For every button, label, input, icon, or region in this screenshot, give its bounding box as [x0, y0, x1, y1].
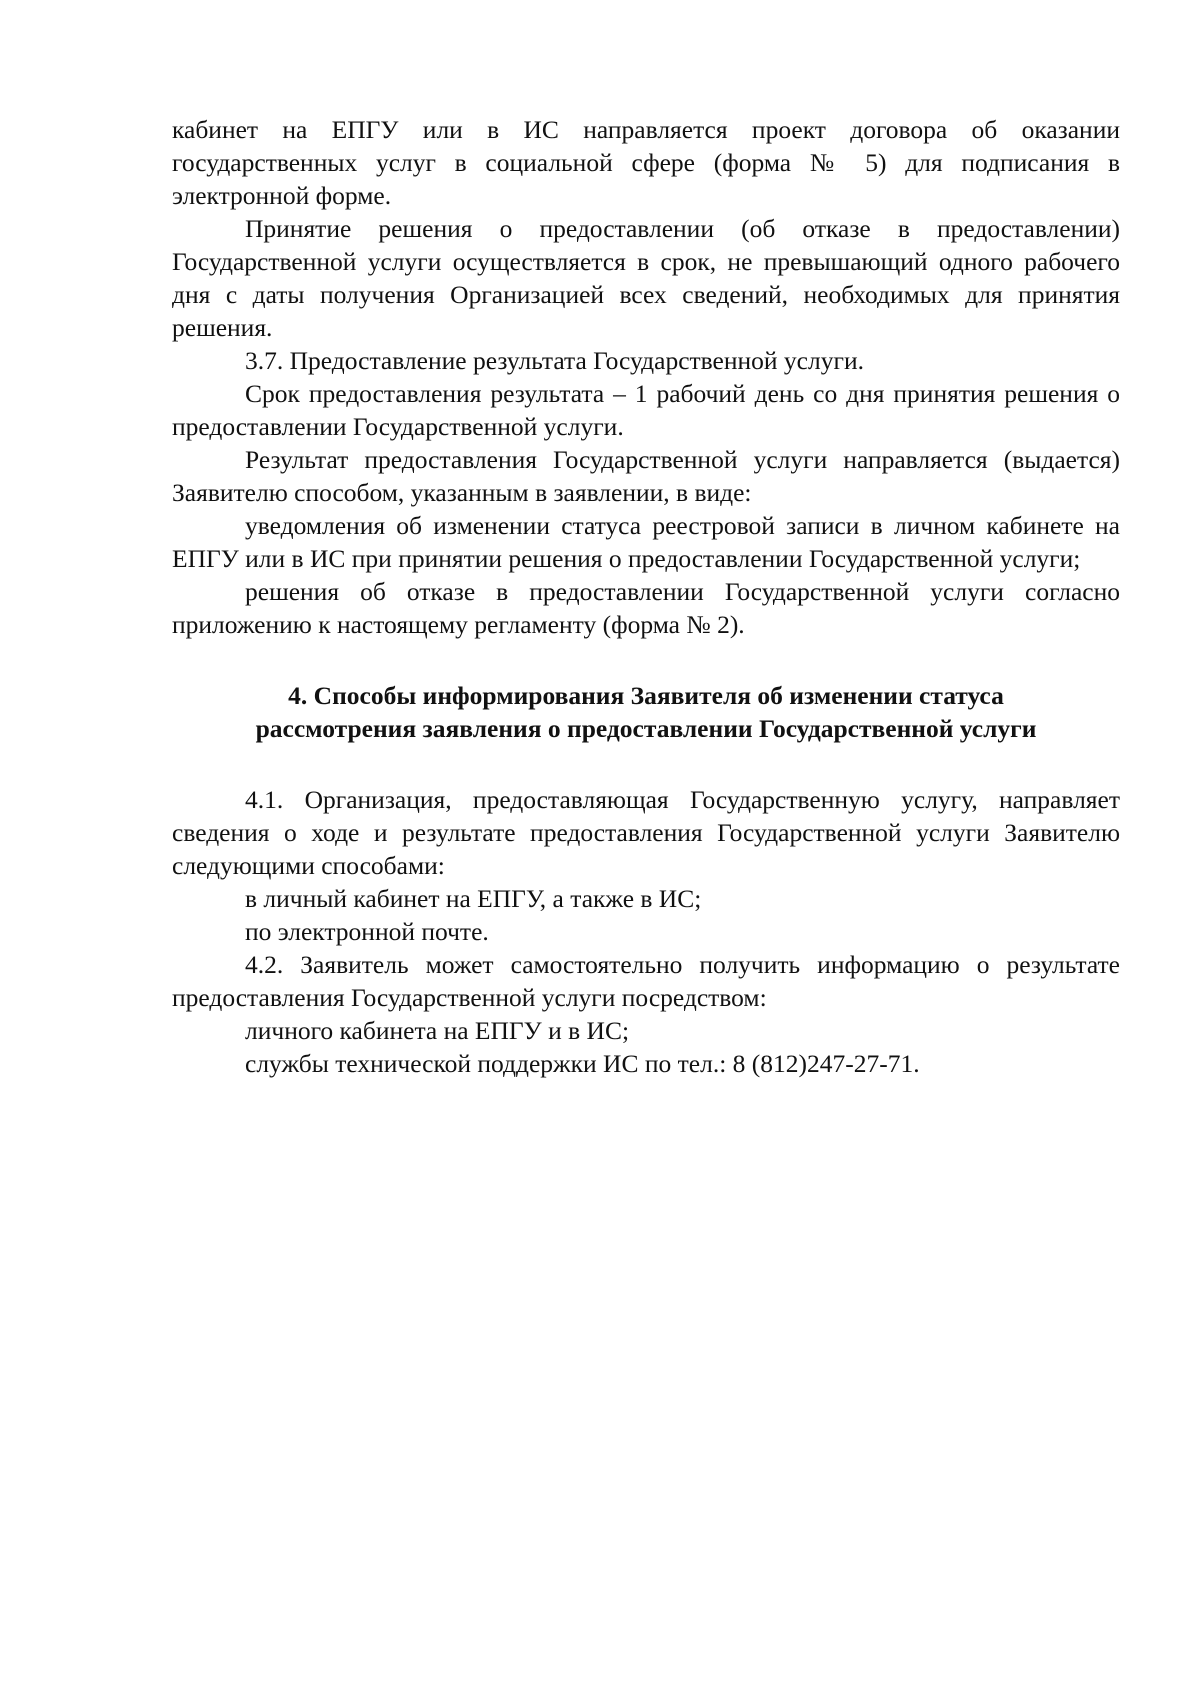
section-4-heading: [172, 679, 1120, 745]
paragraph-contract-draft: кабинет на ЕПГУ или в ИС направляется проект договора об оказании государственных услуг в социальной сфере (форма № 5) для подписания в электронной форме.: [172, 115, 1120, 210]
paragraph-result-delivery: Результат предоставления Государственной услуги направляется (выдается) Заявителю способом, указанным в заявлении, в виде:: [172, 445, 1120, 507]
paragraph-support-phone: службы технической поддержки ИС по тел.: 8 (812)247-27-71.: [245, 1049, 920, 1078]
paragraph-email: по электронной почте.: [245, 917, 489, 946]
paragraph-status-notification: уведомления об изменении статуса реестровой записи в личном кабинете на ЕПГУ или в ИС при принятии решения о предоставлении Государственной услуги;: [172, 511, 1120, 573]
paragraph-personal-account: в личный кабинет на ЕПГУ, а также в ИС;: [245, 884, 702, 913]
document-body: [172, 113, 1120, 1080]
paragraph-4-2: 4.2. Заявитель может самостоятельно получить информацию о результате предоставления Государственной услуги посредством:: [172, 950, 1120, 1012]
paragraph-3-7-title: 3.7. Предоставление результата Государственной услуги.: [245, 346, 864, 375]
paragraph-account-epgu: личного кабинета на ЕПГУ и в ИС;: [245, 1016, 630, 1045]
paragraph-refusal-decision: решения об отказе в предоставлении Государственной услуги согласно приложению к настоящему регламенту (форма № 2).: [172, 577, 1120, 639]
section-4-heading-line-2: рассмотрения заявления о предоставлении Государственной услуги: [255, 714, 1037, 743]
paragraph-4-1: 4.1. Организация, предоставляющая Государственную услугу, направляет сведения о ходе и результате предоставления Государственной услуги Заявителю следующими способами:: [172, 785, 1120, 880]
paragraph-result-deadline: Срок предоставления результата – 1 рабочий день со дня принятия решения о предоставлении Государственной услуги.: [172, 379, 1120, 441]
section-4-heading-line-1: 4. Способы информирования Заявителя об изменении статуса: [288, 681, 1004, 710]
paragraph-decision-deadline: Принятие решения о предоставлении (об отказе в предоставлении) Государственной услуги осуществляется в срок, не превышающий одного рабочего дня с даты получения Организацией всех сведений, необходимых для принятия решения.: [172, 214, 1120, 342]
